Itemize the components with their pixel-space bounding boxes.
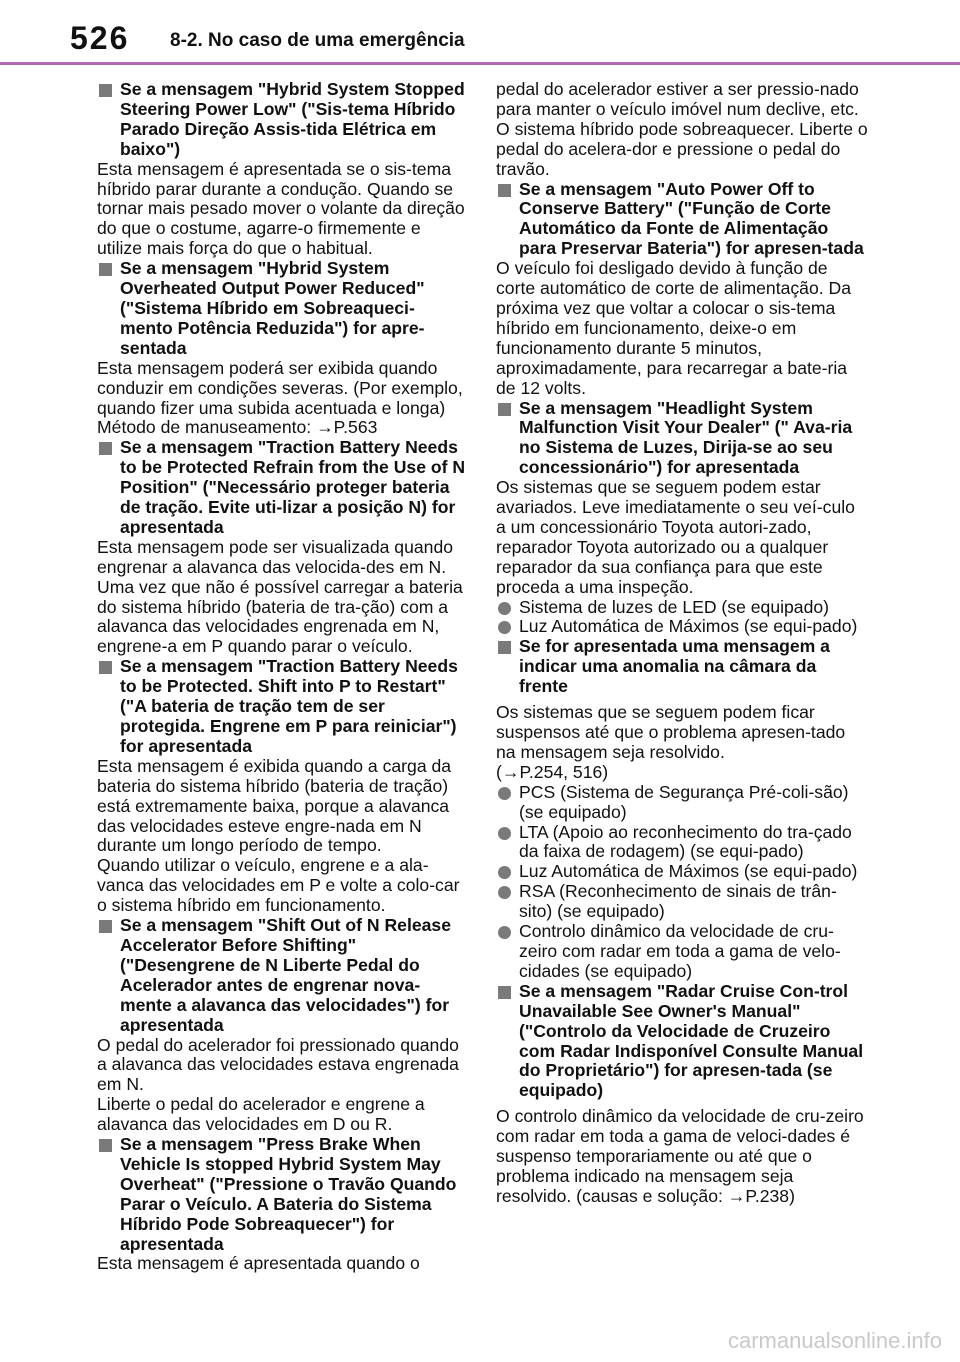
body-text: O veículo foi desligado devido à função de corte automático de corte de alimentação. Da próxima vez que voltar a colocar o sis-tema híbrido em funcionamento, deixe-o em funcionamento durante 5 minutos, aproximadamente, para recarregar a bate-ria de 12 volts. (496, 258, 852, 398)
body-text: Quando utilizar o veículo, engrene e a ala-vanca das velocidades em P e volte a colo-car o sistema híbrido em funcionamento. (97, 855, 460, 916)
round-bullet-icon (498, 787, 511, 800)
body-text: O controlo dinâmico da velocidade de cru-zeiro com radar em toda a gama de veloci-dades é suspenso temporariamente ou até que o problema indicado na mensagem seja resolvido. (causas e solução: →P.238) (496, 1106, 864, 1206)
list-item (496, 882, 868, 922)
square-bullet-icon (498, 641, 511, 654)
list-item-text: Luz Automática de Máximos (se equi-pado) (519, 861, 858, 882)
heading-text: Se a mensagem "Traction Battery Needs to be Protected. Shift into P to Restart" ("A bateria de tração tem de ser protegida. Engrene em P para reiniciar") for apresentada (120, 656, 458, 756)
round-bullet-icon (498, 827, 511, 840)
section-heading (97, 916, 467, 1035)
section-title: 8-2. No caso de uma emergência (170, 30, 465, 51)
body-text: Uma vez que não é possível carregar a bateria do sistema híbrido (bateria de tra-ção) com a alavanca das velocidades engrenada em N, engrene-a em P quando parar o veículo. (97, 576, 463, 657)
page-number: 526 (70, 20, 130, 56)
heading-text: Se a mensagem "Hybrid System Overheated Output Power Reduced" ("Sistema Híbrido em Sobreaqueci-mento Potência Reduzida") for apre-sentada (120, 258, 425, 358)
body-text: Os sistemas que se seguem podem estar avariados. Leve imediatamente o seu veí-culo a um concessionário Toyota autori-zado, reparador Toyota autorizado ou a qualquer reparador da sua confiança para que este proceda a uma inspeção. (496, 477, 855, 597)
square-bullet-icon (99, 920, 112, 933)
body-text: Esta mensagem é apresentada quando o (97, 1253, 420, 1274)
body-text: Esta mensagem é apresentada se o sis-tema híbrido parar durante a condução. Quando se tornar mais pesado mover o volante da direção do que o costume, agarre-o firmemente e utilize mais força do que o habitual. (97, 158, 465, 259)
body-text: Esta mensagem pode ser visualizada quando engrenar a alavanca das velocida-des em N. (97, 536, 454, 577)
heading-text: Se for apresentada uma mensagem a indicar uma anomalia na câmara da frente (519, 636, 830, 697)
body-text: Esta mensagem poderá ser exibida quando conduzir em condições severas. (Por exemplo, quando fizer uma subida acentuada e longa) (97, 357, 463, 418)
round-bullet-icon (498, 926, 511, 939)
page-reference: Método de manuseamento: →P.563 (97, 417, 378, 438)
heading-text: Se a mensagem "Headlight System Malfunction Visit Your Dealer" (" Ava-ria no Sistema de Luzes, Dirija-se ao seu concessionário") for apresentada (519, 397, 853, 478)
square-bullet-icon (99, 661, 112, 674)
section-heading (97, 657, 467, 757)
list-item-text: RSA (Reconhecimento de sinais de trân-sito) (se equipado) (519, 881, 837, 922)
section-heading (97, 438, 467, 538)
heading-text: Se a mensagem "Radar Cruise Con-trol Unavailable See Owner's Manual" ("Controlo da Velocidade de Cruzeiro com Radar Indisponível Consulte Manual do Proprietário") for apresen-tada (se equipado) (519, 980, 864, 1101)
list-item (496, 862, 868, 882)
square-bullet-icon (498, 403, 511, 416)
heading-text: Se a mensagem "Press Brake When Vehicle Is stopped Hybrid System May Overheat" ("Pressione o Travão Quando Parar o Veículo. A Bateria do Sistema Híbrido Pode Sobreaquecer") for apresentada (120, 1134, 457, 1254)
page-reference: (→P.254, 516) (496, 761, 609, 782)
round-bullet-icon (498, 866, 511, 879)
square-bullet-icon (99, 1139, 112, 1152)
section-heading (496, 637, 868, 697)
list-item-text: Luz Automática de Máximos (se equi-pado) (519, 616, 858, 637)
body-text: Esta mensagem é exibida quando a carga da bateria do sistema híbrido (bateria de tração) está extremamente baixa, porque a alavanca das velocidades esteve engre-nada em N durante um longo período de tempo. (97, 755, 452, 856)
right-column (496, 80, 868, 1207)
header-divider (0, 62, 960, 65)
list-item-text: Sistema de luzes de LED (se equipado) (519, 596, 830, 617)
square-bullet-icon (498, 986, 511, 999)
body-text: pedal do acelerador estiver a ser pressio-nado para manter o veículo imóvel num declive, etc. O sistema híbrido pode sobreaquecer. Liberte o pedal do acelera-dor e pressione o pedal do travão. (496, 79, 868, 179)
body-text: Liberte o pedal do acelerador e engrene a alavanca das velocidades em D ou R. (97, 1094, 425, 1135)
square-bullet-icon (99, 442, 112, 455)
list-item (496, 783, 868, 823)
section-heading (496, 180, 868, 260)
section-heading (496, 399, 868, 479)
body-text: Os sistemas que se seguem podem ficar suspensos até que o problema apresen-tado na mensagem seja resolvido. (496, 702, 846, 762)
body-text: O pedal do acelerador foi pressionado quando a alavanca das velocidades estava engrenada em N. (97, 1034, 459, 1095)
heading-text: Se a mensagem "Shift Out of N Release Accelerator Before Shifting" ("Desengrene de N Liberte Pedal do Acelerador antes de engrenar nova-mente a alavanca das velocidades") for apresentada (120, 915, 451, 1035)
heading-text: Se a mensagem "Auto Power Off to Conserve Battery" ("Função de Corte Automático da Fonte de Alimentação para Preservar Bateria") for apresen-tada (519, 178, 864, 259)
watermark: carmanualsonline.info (727, 1328, 942, 1353)
section-heading (496, 982, 868, 1101)
list-item (496, 922, 868, 982)
heading-text: Se a mensagem "Hybrid System Stopped Steering Power Low" ("Sis-tema Híbrido Parado Direção Assis-tida Elétrica em baixo") (120, 79, 465, 159)
square-bullet-icon (498, 184, 511, 197)
round-bullet-icon (498, 886, 511, 899)
square-bullet-icon (99, 263, 112, 276)
round-bullet-icon (498, 602, 511, 615)
list-item (496, 598, 868, 618)
round-bullet-icon (498, 621, 511, 634)
heading-text: Se a mensagem "Traction Battery Needs to be Protected Refrain from the Use of N Position" ("Necessário proteger bateria de tração. Evite uti-lizar a posição N) for apresentada (120, 437, 466, 537)
section-heading (97, 259, 467, 359)
section-heading (97, 80, 467, 160)
page-header (0, 0, 960, 66)
list-item-text: Controlo dinâmico da velocidade de cru-zeiro com radar em toda a gama de velo-cidades (se equipado) (519, 921, 841, 981)
left-column (97, 80, 467, 1274)
list-item-text: LTA (Apoio ao reconhecimento do tra-çado da faixa de rodagem) (se equi-pado) (519, 821, 852, 862)
section-heading (97, 1135, 467, 1254)
list-item (496, 823, 868, 863)
list-item (496, 617, 868, 637)
square-bullet-icon (99, 84, 112, 97)
list-item-text: PCS (Sistema de Segurança Pré-coli-são) (se equipado) (519, 781, 849, 822)
